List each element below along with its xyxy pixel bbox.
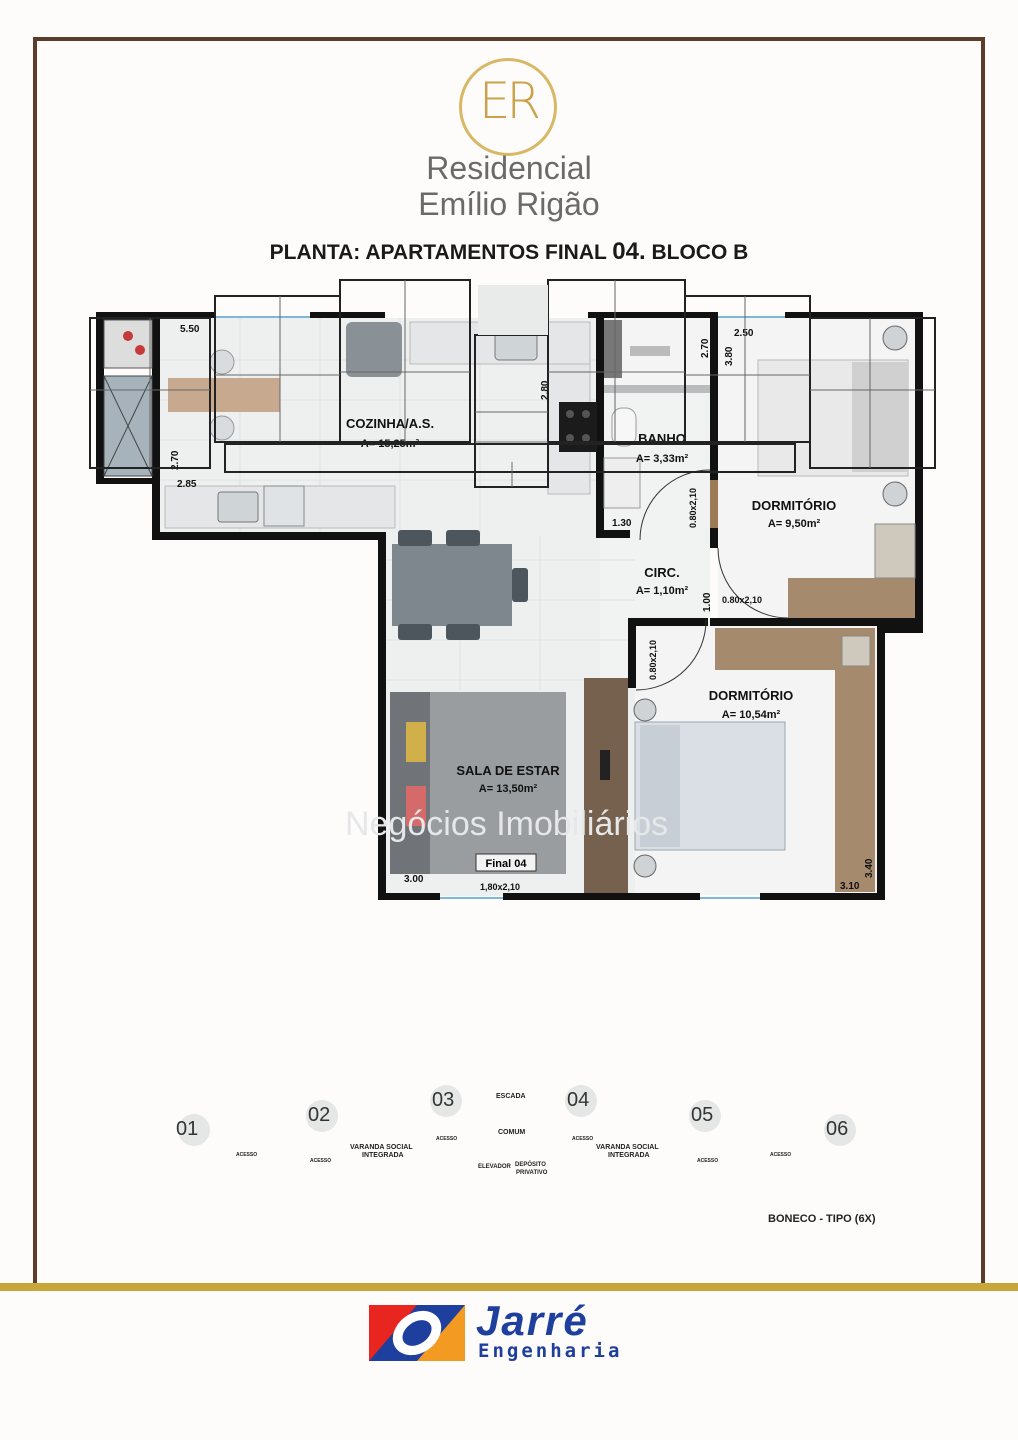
access-2: ACESSO	[310, 1158, 332, 1164]
veranda-left-2: INTEGRADA	[362, 1152, 404, 1159]
dim-3-80: 3.80	[724, 346, 735, 366]
elevator-label: ELEVADOR	[478, 1164, 511, 1170]
bed1-area: A= 9,50m²	[767, 518, 821, 530]
brand-monogram: ER	[478, 72, 538, 130]
circ-area: A= 1,10m²	[635, 585, 689, 597]
watermark: Negócios Imobiliários	[345, 805, 669, 843]
bath-area: A= 3,33m²	[635, 453, 689, 465]
service-area	[104, 320, 152, 476]
veranda-left-1: VARANDA SOCIAL	[350, 1144, 413, 1151]
brand-name-line2: Emílio Rigão	[418, 186, 600, 222]
veranda-right-1: VARANDA SOCIAL	[596, 1144, 659, 1151]
dim-3-10: 3.10	[840, 881, 860, 892]
living-area: A= 13,50m²	[478, 783, 538, 795]
title-number: 04.	[612, 238, 646, 265]
bed2-area: A= 10,54m²	[721, 709, 781, 721]
building-plan-caption: BONECO - TIPO (6X)	[768, 1213, 876, 1225]
kitchen-area: A= 15,25m²	[360, 438, 420, 450]
brand-name-line1: Residencial	[426, 150, 592, 186]
storage-label-1: DEPÓSITO	[515, 1162, 546, 1168]
access-3: ACESSO	[436, 1136, 458, 1142]
door-dim-bed1: 0.80x2,10	[722, 595, 763, 605]
dim-2-50: 2.50	[734, 328, 754, 339]
dim-2-70-left: 2.70	[170, 450, 181, 470]
dim-3-00: 3.00	[404, 874, 424, 885]
door-dim-bed2: 0.80x2,10	[648, 639, 658, 680]
unit-06: 06	[826, 1118, 849, 1140]
title-suffix: BLOCO B	[645, 241, 749, 264]
veranda-right-2: INTEGRADA	[608, 1152, 650, 1159]
dim-3-40: 3.40	[864, 858, 875, 878]
kitchen-name: COZINHA/A.S.	[345, 416, 435, 431]
unit-02: 02	[308, 1104, 331, 1126]
circ-name: CIRC.	[644, 565, 680, 580]
common-label: COMUM	[498, 1129, 526, 1136]
title-prefix: PLANTA: APARTAMENTOS FINAL	[269, 241, 613, 264]
storage-label-2: PRIVATIVO	[516, 1170, 548, 1176]
window-dim: 1,80x2,10	[480, 882, 521, 892]
dim-2-85: 2.85	[177, 479, 197, 490]
dim-1-30: 1.30	[612, 518, 632, 529]
stairs-label: ESCADA	[496, 1093, 526, 1100]
dining-table	[392, 530, 528, 640]
dim-5-50: 5.50	[180, 324, 200, 335]
access-1: ACESSO	[236, 1152, 258, 1158]
unit-01: 01	[176, 1118, 199, 1140]
company-division: Engenharia	[478, 1340, 623, 1362]
bed1-name: DORMITÓRIO	[751, 498, 837, 513]
unit-05: 05	[691, 1104, 714, 1126]
unit-03: 03	[432, 1089, 455, 1111]
access-6: ACESSO	[770, 1152, 792, 1158]
unit-tag: Final 04	[485, 858, 527, 870]
dim-1-00: 1.00	[702, 592, 713, 612]
bath-name: BANHO	[638, 431, 686, 446]
access-5: ACESSO	[697, 1158, 719, 1164]
jarre-logo-icon	[369, 1305, 465, 1361]
dim-2-70-bath: 2.70	[700, 338, 711, 358]
door-dim-bath: 0.80x2,10	[688, 487, 698, 528]
access-4: ACESSO	[572, 1136, 594, 1142]
living-name: SALA DE ESTAR	[456, 763, 560, 778]
company-name: Jarré	[476, 1297, 589, 1344]
dim-2-80: 2.80	[540, 380, 551, 400]
unit-04: 04	[567, 1089, 590, 1111]
bed2-name: DORMITÓRIO	[708, 688, 794, 703]
